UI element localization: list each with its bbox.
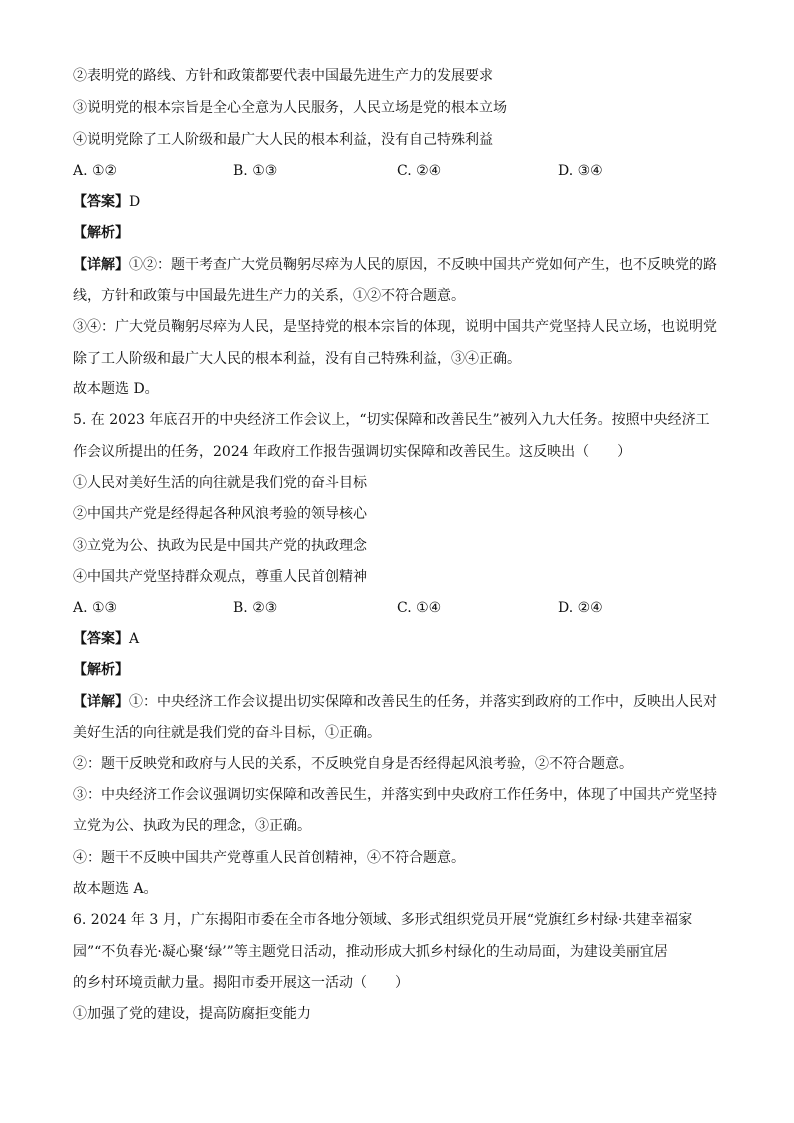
q4-answer <box>73 193 723 211</box>
q4-statement-3: ③说明党的根本宗旨是全心全意为人民服务，人民立场是党的根本立场 <box>73 100 507 116</box>
answer-value: A <box>129 631 140 647</box>
q5-statement-2: ②中国共产党是经得起各种风浪考验的领导核心 <box>73 506 367 522</box>
q6-stem-line-3: 的乡村环境贡献力量。揭阳市委开展这一活动（ ） <box>73 975 409 991</box>
q4-statement-2: ②表明党的路线、方针和政策都要代表中国最先进生产力的发展要求 <box>73 68 493 84</box>
q4-option-b: B. ①③ <box>233 163 278 179</box>
q6-statement-1: ①加强了党的建设，提高防腐拒变能力 <box>73 1006 311 1022</box>
q4-analysis-tag: 【解析】 <box>73 225 129 241</box>
q4-detail-line-2: 线，方针和政策与中国最先进生产力的关系，①②不符合题意。 <box>73 288 465 304</box>
q4-detail-line-5: 故本题选 D。 <box>73 381 159 397</box>
q5-detail-line-2: 美好生活的向往就是我们党的奋斗目标，①正确。 <box>73 725 381 741</box>
detail-text: ①：中央经济工作会议提出切实保障和改善民生的任务，并落实到政府的工作中，反映出人民对 <box>129 694 717 710</box>
q5-stem-line-2: 作会议所提出的任务，2024 年政府工作报告强调切实保障和改善民生。这反映出（ ） <box>73 444 632 460</box>
q5-answer <box>73 630 723 648</box>
q5-statement-3: ③立党为公、执政为民是中国共产党的执政理念 <box>73 538 367 554</box>
q4-detail-line-3: ③④：广大党员鞠躬尽瘁为人民，是坚持党的根本宗旨的体现，说明中国共产党坚持人民立场，也说明党 <box>73 319 717 335</box>
q4-detail-line-4: 除了工人阶级和最广大人民的根本利益，没有自己特殊利益，③④正确。 <box>73 351 521 367</box>
q5-detail-line-1 <box>73 693 723 711</box>
q5-option-d: D. ②④ <box>558 600 603 616</box>
q5-option-b: B. ②③ <box>233 600 278 616</box>
answer-value: D <box>129 194 141 210</box>
q6-stem-line-2: 园”“不负春光·凝心聚‘绿’”等主题党日活动，推动形成大抓乡村绿化的生动局面，为建设美丽宜居 <box>73 944 668 960</box>
q6-stem-line-1: 6. 2024 年 3 月，广东揭阳市委在全市各地分领域、多形式组织党员开展“党旗红乡村绿·共建幸福家 <box>73 912 693 928</box>
q5-detail-line-3: ②：题干反映党和政府与人民的关系，不反映党自身是否经得起风浪考验，②不符合题意。 <box>73 756 633 772</box>
q4-statement-4: ④说明党除了工人阶级和最广大人民的根本利益，没有自己特殊利益 <box>73 132 493 148</box>
q5-statement-1: ①人民对美好生活的向往就是我们党的奋斗目标 <box>73 475 367 491</box>
q5-analysis-tag: 【解析】 <box>73 662 129 678</box>
q5-option-c: C. ①④ <box>397 600 442 616</box>
answer-tag: 【答案】 <box>73 631 129 647</box>
q5-detail-line-5: 立党为公、执政为民的理念，③正确。 <box>73 818 311 834</box>
q5-detail-line-7: 故本题选 A。 <box>73 881 158 897</box>
detail-text: ①②：题干考查广大党员鞠躬尽瘁为人民的原因，不反映中国共产党如何产生，也不反映党的路 <box>129 257 717 273</box>
q4-option-c: C. ②④ <box>397 163 442 179</box>
q5-stem-line-1: 5. 在 2023 年底召开的中央经济工作会议上，“切实保障和改善民生”被列入九大任务。按照中央经济工 <box>73 412 710 428</box>
detail-tag: 【详解】 <box>73 694 129 710</box>
q5-detail-line-4: ③：中央经济工作会议强调切实保障和改善民生，并落实到中央政府工作任务中，体现了中国共产党坚持 <box>73 787 717 803</box>
detail-tag: 【详解】 <box>73 257 129 273</box>
q4-option-d: D. ③④ <box>558 163 603 179</box>
q4-detail-line-1 <box>73 256 723 274</box>
q5-detail-line-6: ④：题干不反映中国共产党尊重人民首创精神，④不符合题意。 <box>73 850 465 866</box>
q5-statement-4: ④中国共产党坚持群众观点，尊重人民首创精神 <box>73 569 367 585</box>
q5-option-a: A. ①③ <box>73 600 118 616</box>
q4-option-a: A. ①② <box>73 163 118 179</box>
answer-tag: 【答案】 <box>73 194 129 210</box>
